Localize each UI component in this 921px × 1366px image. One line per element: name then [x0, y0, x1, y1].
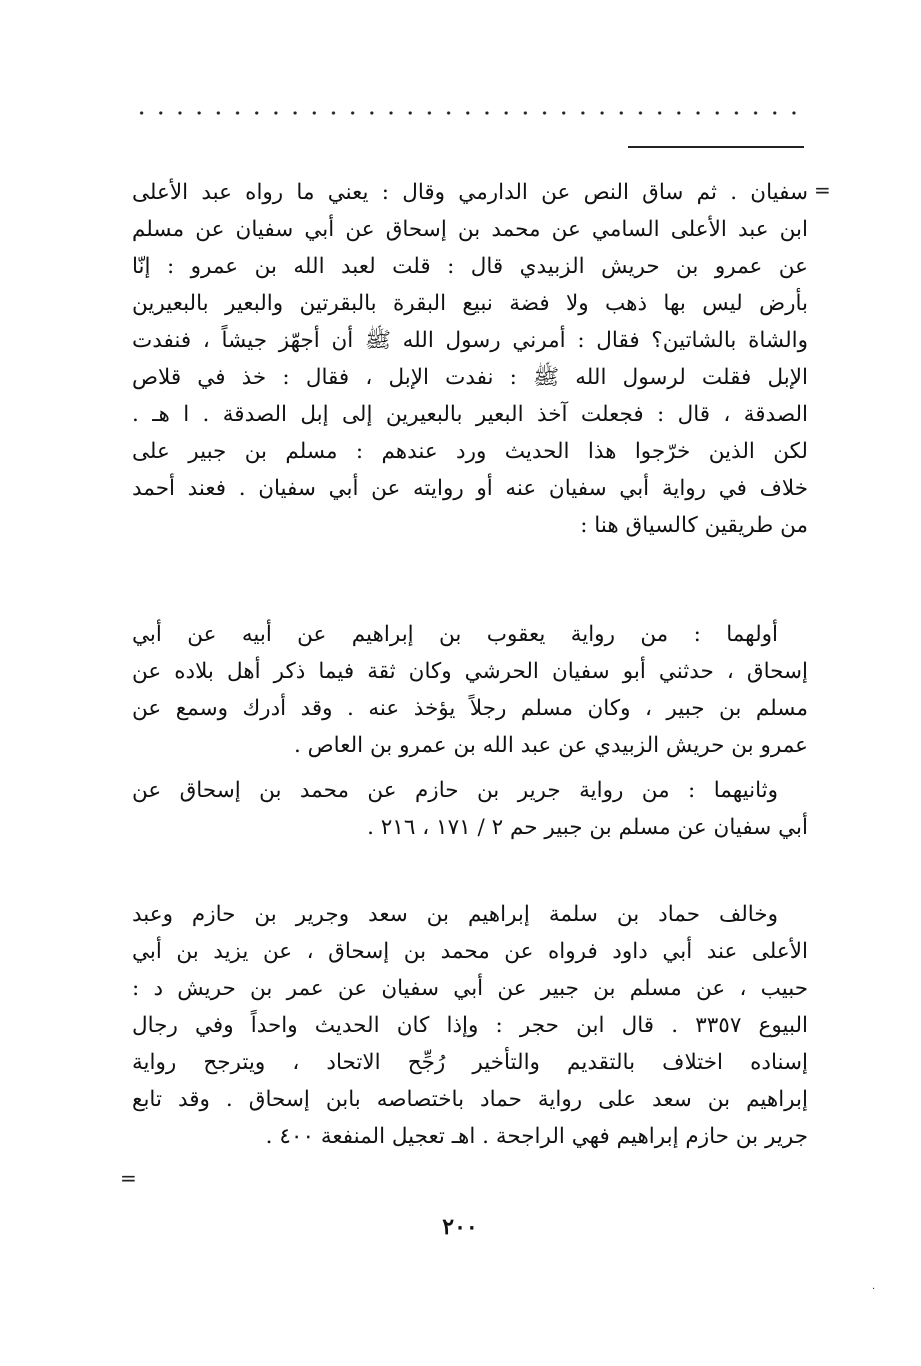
text-line: وثانيهما : من رواية جرير بن حازم عن محمد بن إسحاق عن: [132, 778, 778, 803]
dotted-separator: [132, 106, 808, 120]
text-line: مسلم بن جبير ، وكان مسلم رجلاً يؤخذ عنه . وقد أدرك وسمع عن: [132, 696, 808, 721]
text-line: البيوع ٣٣٥٧ . قال ابن حجر : وإذا كان الحديث واحداً وفي رجال: [132, 1013, 808, 1038]
footnote-paragraph-4: [132, 896, 808, 1155]
footnote-paragraph-2: [132, 616, 808, 764]
text-line: من طريقين كالسياق هنا :: [580, 513, 808, 538]
scan-speck: ·: [872, 1284, 876, 1295]
text-line: أولهما : من رواية يعقوب بن إبراهيم عن أبيه عن أبي: [132, 622, 778, 647]
footnote-continues-mark: =: [120, 1166, 137, 1190]
text-line: جرير بن حازم إبراهيم فهي الراجحة . اهـ تعجيل المنفعة ٤٠٠ .: [265, 1124, 808, 1149]
text-line: الأعلى عند أبي داود فرواه عن محمد بن إسحاق ، عن يزيد بن أبي: [132, 939, 808, 964]
text-line: عمرو بن حريش الزبيدي عن عبد الله بن عمرو بن العاص .: [294, 733, 808, 758]
page-number: ٢٠٠: [442, 1214, 478, 1240]
text-line: إبراهيم بن سعد على رواية حماد باختصاصه بابن إسحاق . وقد تابع: [132, 1087, 808, 1112]
text-line: خلاف في رواية أبي سفيان عنه أو روايته عن أبي سفيان . فعند أحمد: [132, 476, 808, 501]
text-line: إسحاق ، حدثني أبو سفيان الحرشي وكان ثقة فيما ذكر أهل بلاده عن: [132, 659, 808, 684]
text-line: أبي سفيان عن مسلم بن جبير حم ٢ / ١٧١ ، ٢١٦ .: [367, 815, 808, 840]
text-line: حبيب ، عن مسلم بن جبير عن أبي سفيان عن عمر بن حريش د :: [132, 976, 808, 1001]
text-line: سفيان . ثم ساق النص عن الدارمي وقال : يعني ما رواه عبد الأعلى: [132, 180, 808, 205]
text-line: بأرض ليس بها ذهب ولا فضة نبيع البقرة بالبقرتين والبعير بالبعيرين: [132, 291, 808, 316]
text-line: وخالف حماد بن سلمة إبراهيم بن سعد وجرير بن حازم وعبد: [132, 902, 778, 927]
text-line: الصدقة ، قال : فجعلت آخذ البعير بالبعيرين إلى إبل الصدقة . ا هـ .: [132, 402, 808, 427]
text-line: والشاة بالشاتين؟ فقال : أمرني رسول الله ﷺ أن أجهّز جيشاً ، فنفدت: [132, 328, 808, 353]
text-line: عن عمرو بن حريش الزبيدي قال : قلت لعبد الله بن عمرو : إنّا: [132, 254, 808, 279]
text-line: إسناده اختلاف بالتقديم والتأخير رُجِّح الاتحاد ، ويترجح رواية: [132, 1050, 808, 1075]
text-line: لكن الذين خرّجوا هذا الحديث ورد عندهم : مسلم بن جبير على: [132, 439, 808, 464]
footnote-paragraph-3: [132, 772, 808, 846]
footnote-rule: [628, 146, 804, 148]
footnote-paragraph-1: [132, 174, 808, 544]
text-line: الإبل فقلت لرسول الله ﷺ : نفدت الإبل ، فقال : خذ في قلاص: [132, 365, 808, 390]
text-line: ابن عبد الأعلى السامي عن محمد بن إسحاق عن أبي سفيان عن مسلم: [132, 217, 808, 242]
footnote-continuation-mark: =: [814, 178, 831, 202]
